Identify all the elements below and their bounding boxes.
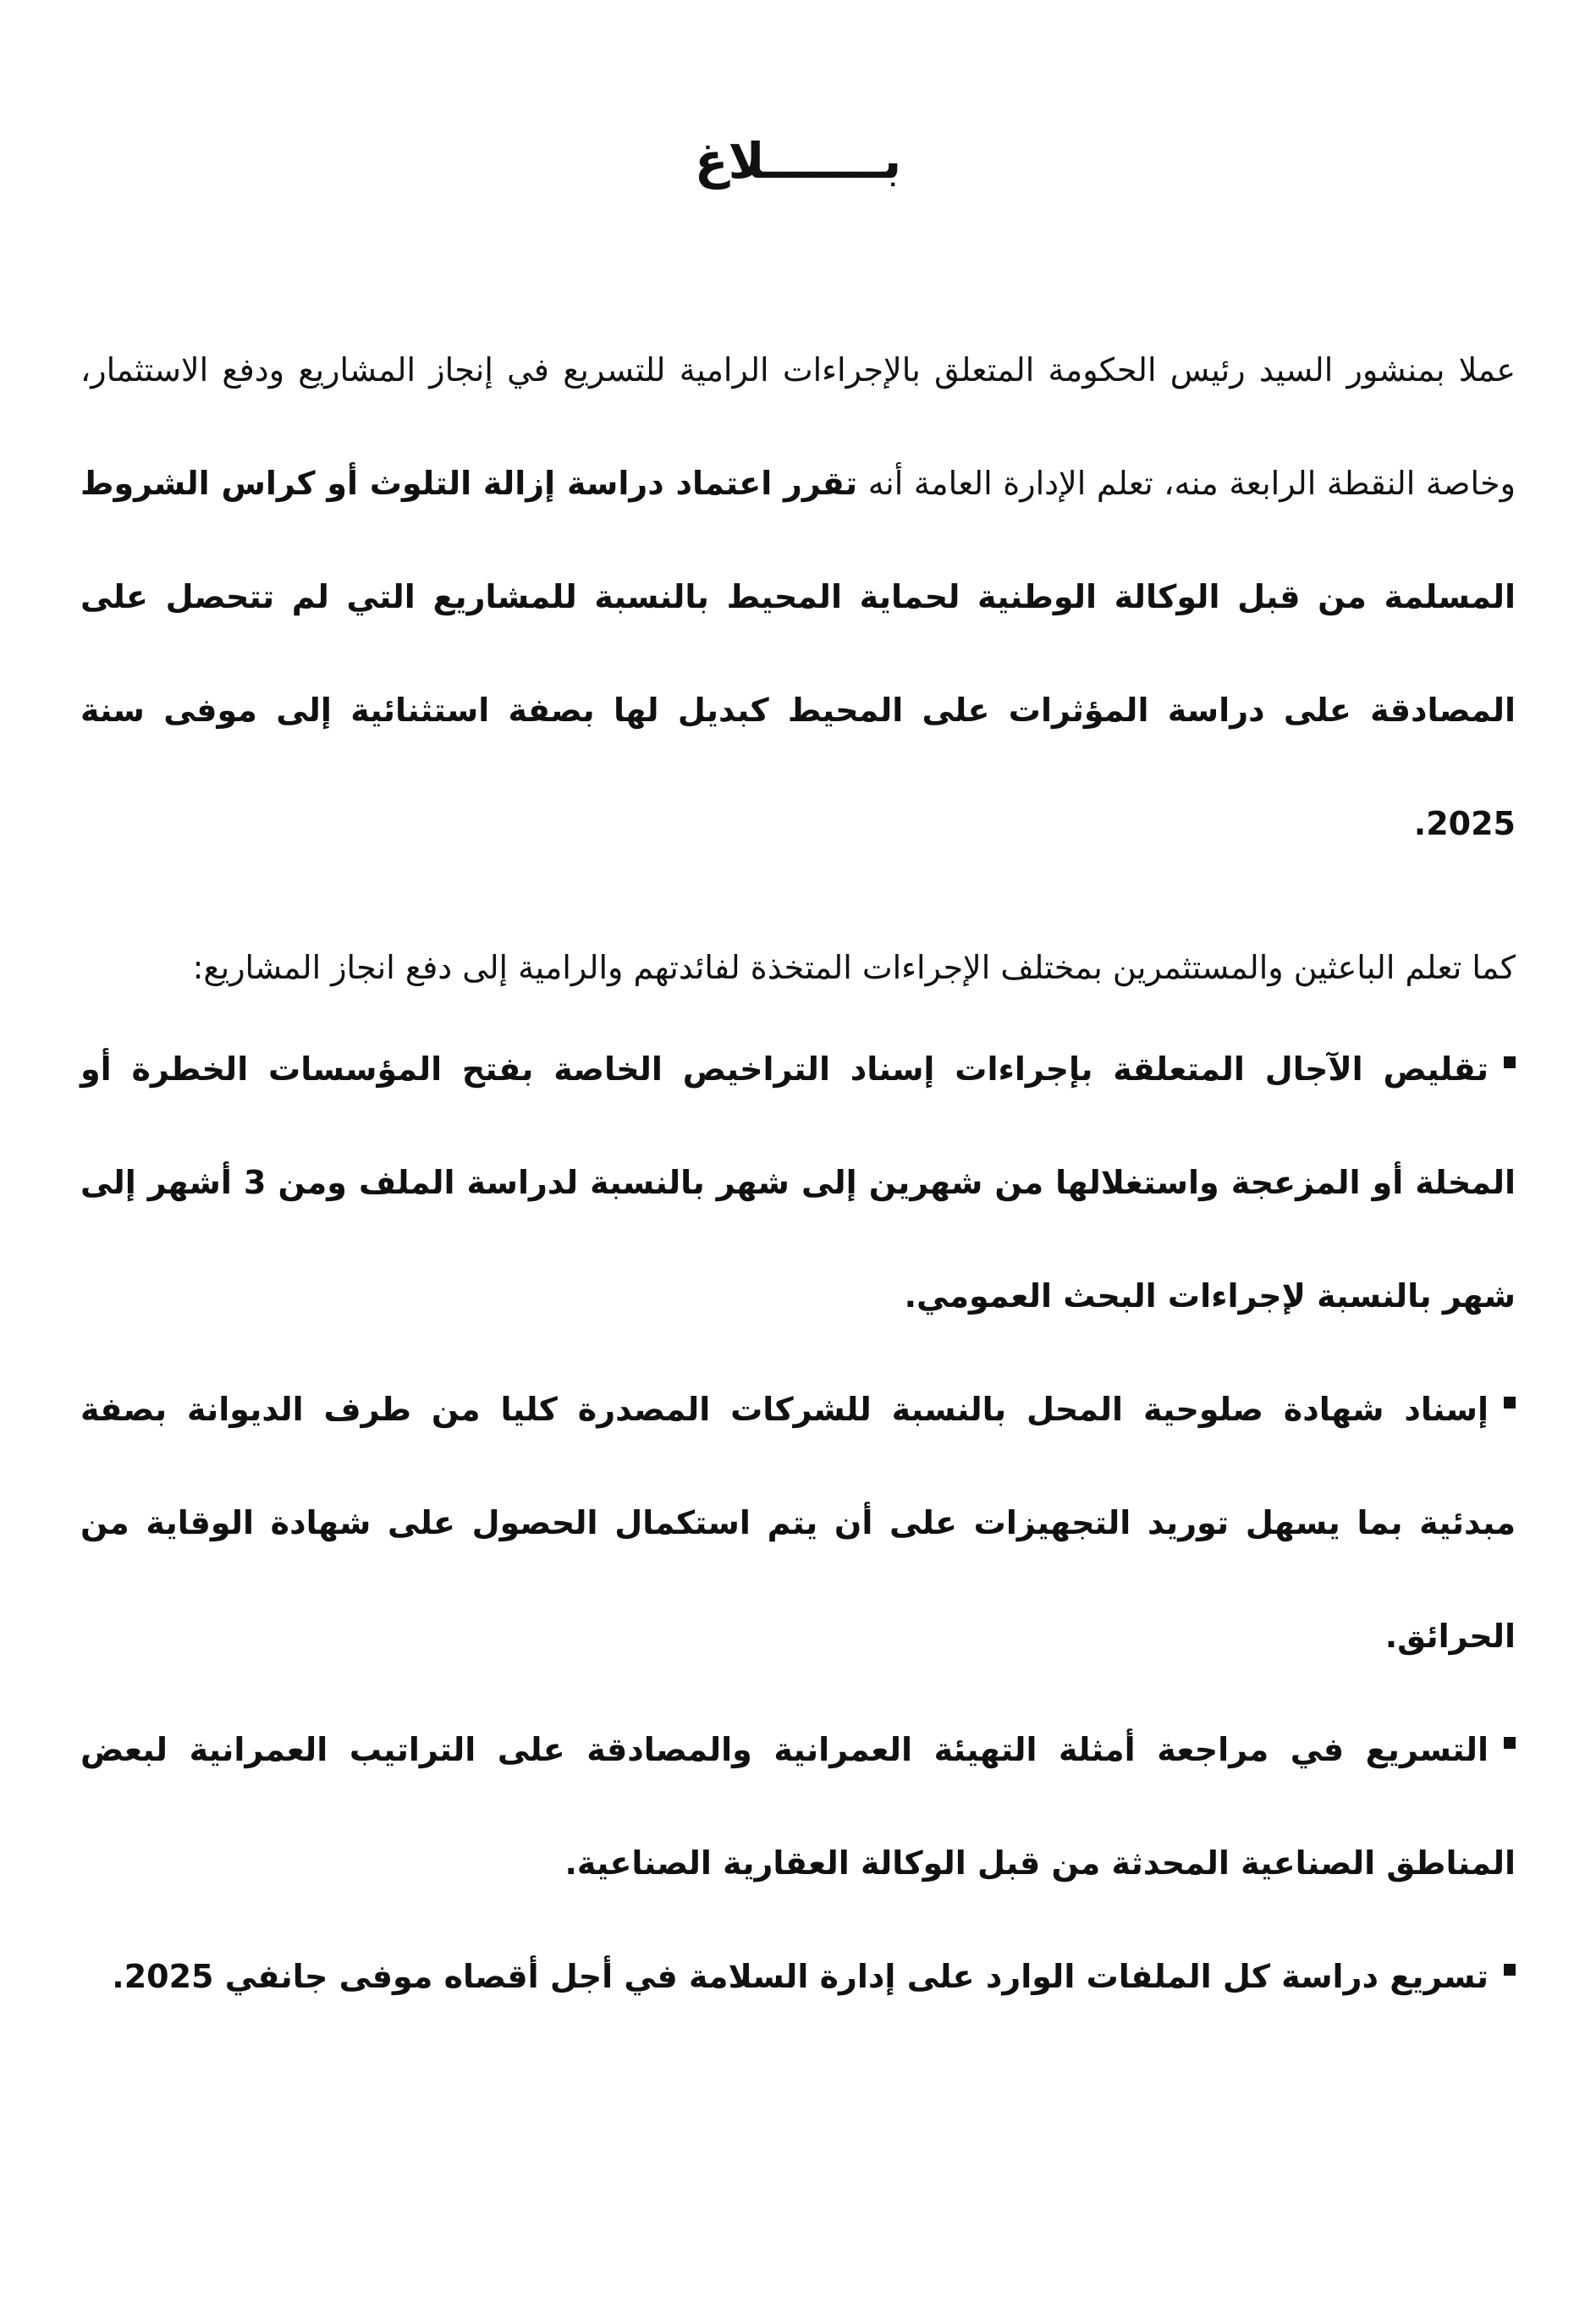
measures-list xyxy=(80,1012,1516,2033)
square-bullet-icon xyxy=(1504,1737,1516,1749)
list-item xyxy=(80,1920,1516,2033)
list-item xyxy=(80,1353,1516,1693)
list-item-text: تسريع دراسة كل الملفات الوارد على إدارة السلامة في أجل أقصاه موفى جانفي 2025. xyxy=(112,1958,1489,1995)
page-title: بـــــــلاغ xyxy=(694,132,902,190)
square-bullet-icon xyxy=(1504,1397,1516,1409)
intro-decision-text: تقرر اعتماد دراسة إزالة التلوث أو كراس الشروط المسلمة من قبل الوكالة الوطنية لحماية المحيط بالنسبة للمشاريع التي لم تتحصل على المصادقة على دراسة المؤثرات على المحيط كبديل لها بصفة استثنائية إلى موفى سنة 2025. xyxy=(80,465,1516,842)
list-item-text: التسريع في مراجعة أمثلة التهيئة العمرانية والمصادقة على التراتيب العمرانية لبعض المناطق الصناعية المحدثة من قبل الوكالة العقارية الصناعية. xyxy=(80,1731,1516,1882)
square-bullet-icon xyxy=(1504,1964,1516,1976)
measures-intro-paragraph: كما تعلم الباعثين والمستثمرين بمختلف الإجراءات المتخذة لفائدتهم والرامية إلى دفع انجاز المشاريع: xyxy=(192,949,1516,986)
square-bullet-icon xyxy=(1504,1056,1516,1068)
list-item xyxy=(80,1012,1516,1353)
list-item-text: إسناد شهادة صلوحية المحل بالنسبة للشركات المصدرة كليا من طرف الديوانة بصفة مبدئية بما يسهل تورید التجهيزات على أن يتم استكمال الحصول على شهادة الوقاية من الحرائق. xyxy=(80,1391,1516,1655)
list-item xyxy=(80,1693,1516,1920)
list-item-text: تقليص الآجال المتعلقة بإجراءات إسناد التراخيص الخاصة بفتح المؤسسات الخطرة أو المخلة أو المزعجة واستغلالها من شهرين إلى شهر بالنسبة لدراسة الملف ومن 3 أشهر إلى شهر بالنسبة لإجراءات البحث العمومي. xyxy=(80,1050,1516,1315)
intro-paragraph xyxy=(80,313,1516,880)
intro-text: عملا بمنشور السيد رئيس الحكومة المتعلق بالإجراءات الرامية للتسريع في إنجاز المشاريع ودفع الاستثمار، وخاصة النقطة الرابعة منه، تعلم الإدارة العامة أنه xyxy=(80,351,1516,502)
